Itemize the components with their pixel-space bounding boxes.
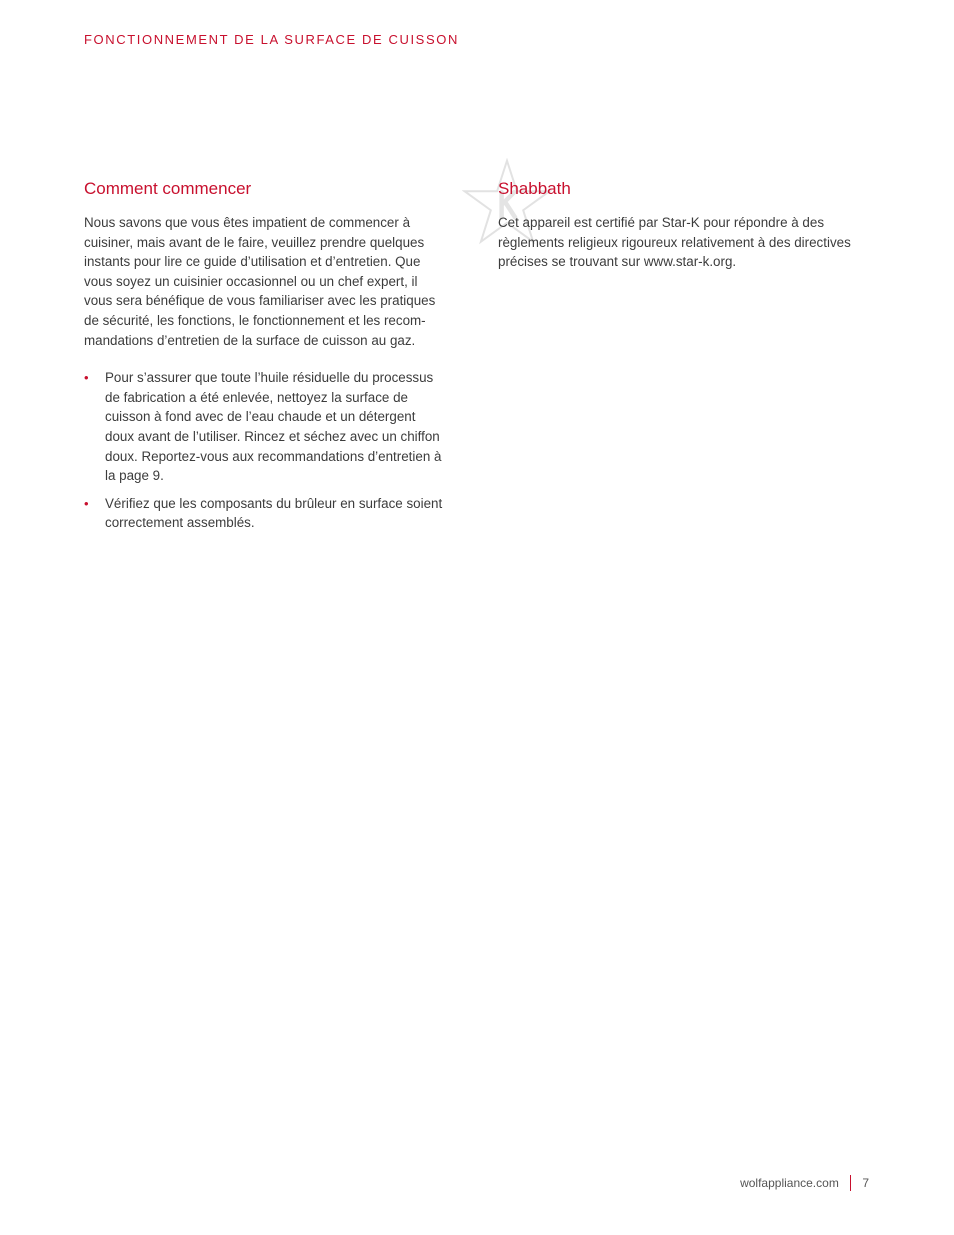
intro-paragraph: Nous savons que vous êtes impatient de commencer à cuisiner, mais avant de le faire, veuillez prendre quelques instants pour lire ce guide d’utilisation et d’entretien. Que vous soyez un cuisinier occasionnel ou un chef expert, il vous sera bénéfique de vous familiariser avec les pratiques de sécurité, les fonctions, le fonctionnement et les recom- mandations d’entretien de la surface de cuisson au gaz. xyxy=(84,215,436,348)
section-title: Shabbath xyxy=(498,179,571,198)
page-footer xyxy=(740,1175,869,1191)
section-title: Comment commencer xyxy=(84,179,252,198)
section-comment-commencer xyxy=(84,178,464,541)
bullet-list xyxy=(84,368,464,533)
list-item: • Vérifiez que les composants du brûleur en surface soient correctement assemblés. xyxy=(84,495,443,531)
footer-divider xyxy=(850,1175,852,1191)
running-header: FONCTIONNEMENT DE LA SURFACE DE CUISSON xyxy=(84,32,459,47)
section-shabbath xyxy=(498,178,878,272)
bullet-icon: • xyxy=(84,495,89,511)
page-number: 7 xyxy=(862,1176,869,1190)
footer-website: wolfappliance.com xyxy=(740,1176,839,1190)
list-item: • Pour s’assurer que toute l’huile résiduelle du processus de fabrication a été enlevée, nettoyez la surface de cuisson à fond avec de l’eau chaude et un détergent doux avant de l’utiliser. Rincez et séchez avec un chiffon doux. Reportez-vous aux recommandations d’entretien à la page 9. xyxy=(84,370,442,484)
shabbath-paragraph: Cet appareil est certifié par Star-K pour répondre à des règlements religieux rigoureux relativement à des directives précises se trouvant sur www.star-k.org. xyxy=(498,215,851,270)
bullet-icon: • xyxy=(84,370,89,386)
